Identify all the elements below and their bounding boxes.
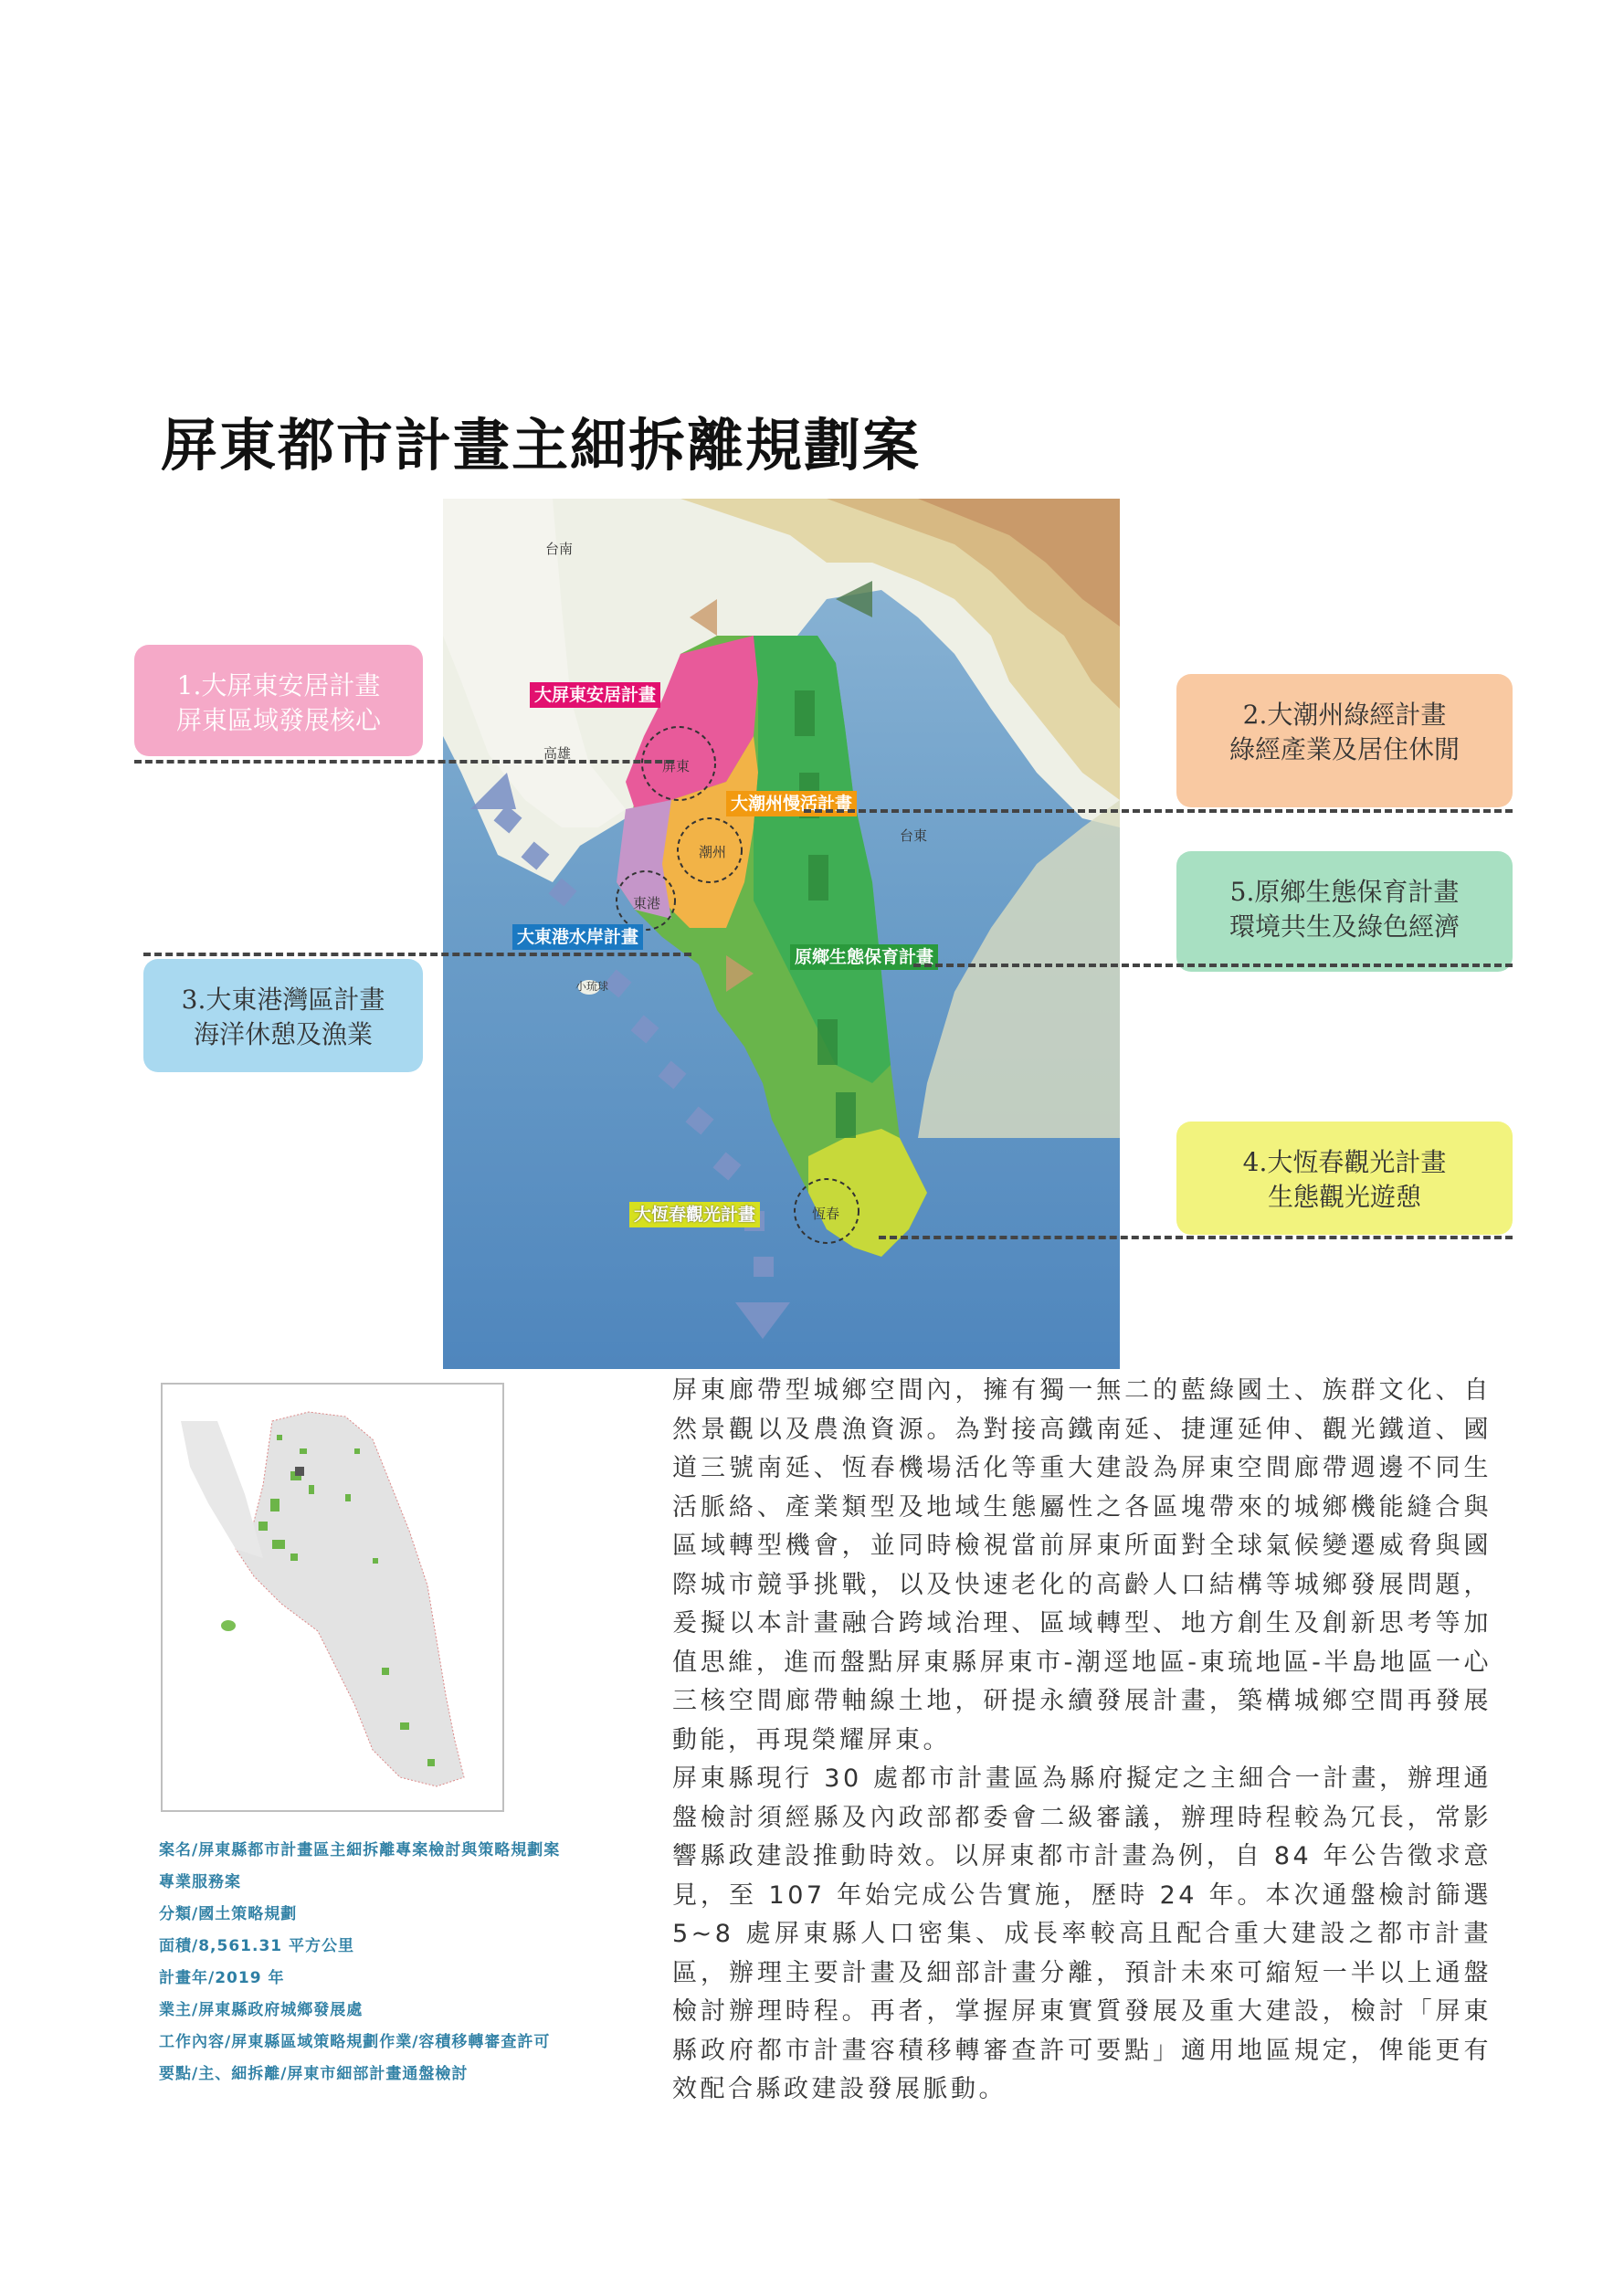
info-case-name: 案名/屏東縣都市計畫區主細拆離專案檢討與策略規劃案 xyxy=(159,1841,561,1859)
place-kaohsiung: 高雄 xyxy=(543,745,572,762)
info-area: 面積/8,561.31 平方公里 xyxy=(159,1937,355,1955)
info-work-cont: 要點/主、細拆離/屏東市細部計畫通盤檢討 xyxy=(159,2065,469,2083)
place-taitung: 台東 xyxy=(900,827,928,844)
page-title: 屏東都市計畫主細拆離規劃案 xyxy=(161,412,922,479)
callout-plan3-title: 3.大東港灣區計畫 xyxy=(181,985,385,1015)
leader-line-plan1 xyxy=(134,760,673,764)
callout-plan2-title: 2.大潮州綠經計畫 xyxy=(1242,700,1447,730)
callout-plan1-subtitle: 屏東區域發展核心 xyxy=(175,705,381,735)
callout-plan4-title: 4.大恆春觀光計畫 xyxy=(1242,1147,1447,1177)
map-label-plan4: 大恆春觀光計畫 xyxy=(629,1202,760,1227)
map-label-plan3: 大東港水岸計畫 xyxy=(512,924,643,950)
callout-plan5-subtitle: 環境共生及綠色經濟 xyxy=(1229,911,1460,942)
project-info xyxy=(159,1835,652,2091)
info-case-name-cont: 專業服務案 xyxy=(159,1873,241,1891)
info-category: 分類/國土策略規劃 xyxy=(159,1905,298,1923)
info-work: 工作內容/屏東縣區域策略規劃作業/容積移轉審查許可 xyxy=(159,2033,551,2051)
body-text xyxy=(672,1372,1492,2110)
leader-line-plan4 xyxy=(879,1236,1513,1239)
body-paragraph-1: 屏東廊帶型城鄉空間內，擁有獨一無二的藍綠國土、族群文化、自然景觀以及農漁資源。為對接高鐵南延、捷運延伸、觀光鐵道、國道三號南延、恆春機場活化等重大建設為屏東空間廊帶週邊不同生活脈絡、產業類型及地域生態屬性之各區塊帶來的城鄉機能縫合與區域轉型機會，並同時檢視當前屏東所面對全球氣候變遷威脅與國際城市競爭挑戰，以及快速老化的高齡人口結構等城鄉發展問題，爰擬以本計畫融合跨域治理、區域轉型、地方創生及創新思考等加值思維，進而盤點屏東縣屏東市-潮逕地區-東琉地區-半島地區一心三核空間廊帶軸線土地，研提永續發展計畫，築構城鄉空間再發展動能，再現榮耀屏東。 xyxy=(672,1376,1492,1754)
place-chaozhou: 潮州 xyxy=(699,844,727,860)
inset-map-graphic xyxy=(163,1385,502,1810)
body-paragraph-2: 屏東縣現行 30 處都市計畫區為縣府擬定之主細合一計畫，辦理通盤檢討須經縣及內政部都委會二級審議，辦理時程較為冗長，常影響縣政建設推動時效。以屏東都市計畫為例，自 84 年公告徵求意見，至 107 年始完成公告實施，歷時 24 年。本次通盤檢討篩選 5~8 處屏東縣人口密集、成長率較高且配合重大建設之都市計畫區，辦理主要計畫及細部計畫分離，預計未來可縮短一半以上通盤檢討辦理時程。再者，掌握屏東實質發展及重大建設，檢討「屏東縣政府都市計畫容積移轉審查許可要點」適用地區規定，俾能更有效配合縣政建設發展脈動。 xyxy=(672,1764,1492,2103)
place-tainan: 台南 xyxy=(545,541,574,557)
callout-plan2-subtitle: 綠經產業及居住休閒 xyxy=(1229,734,1460,764)
map-label-plan5: 原鄉生態保育計畫 xyxy=(790,944,938,970)
leader-line-plan5 xyxy=(913,964,1513,967)
info-owner: 業主/屏東縣政府城鄉發展處 xyxy=(159,2001,364,2019)
place-hengchun: 恆春 xyxy=(812,1206,840,1222)
place-pingtung: 屏東 xyxy=(662,758,691,774)
leader-line-plan3 xyxy=(143,953,691,956)
place-xiaoliuqiu: 小琉球 xyxy=(575,980,609,993)
callout-plan4 xyxy=(1176,1122,1513,1235)
map-label-plan1: 大屏東安居計畫 xyxy=(530,682,660,708)
callout-plan4-subtitle: 生態觀光遊憩 xyxy=(1267,1182,1421,1212)
callout-plan3 xyxy=(143,959,423,1072)
callout-plan1 xyxy=(134,645,423,756)
callout-plan5 xyxy=(1176,851,1513,972)
inset-location-map xyxy=(161,1383,504,1812)
map-label-plan2: 大潮州慢活計畫 xyxy=(726,791,857,816)
place-donggang: 東港 xyxy=(633,895,661,911)
info-plan-year: 計畫年/2019 年 xyxy=(159,1969,285,1987)
callout-plan3-subtitle: 海洋休憩及漁業 xyxy=(193,1019,373,1049)
callout-plan1-title: 1.大屏東安居計畫 xyxy=(176,670,381,700)
callout-plan5-title: 5.原鄉生態保育計畫 xyxy=(1229,877,1460,907)
leader-line-plan2 xyxy=(804,809,1513,813)
callout-plan2 xyxy=(1176,674,1513,807)
